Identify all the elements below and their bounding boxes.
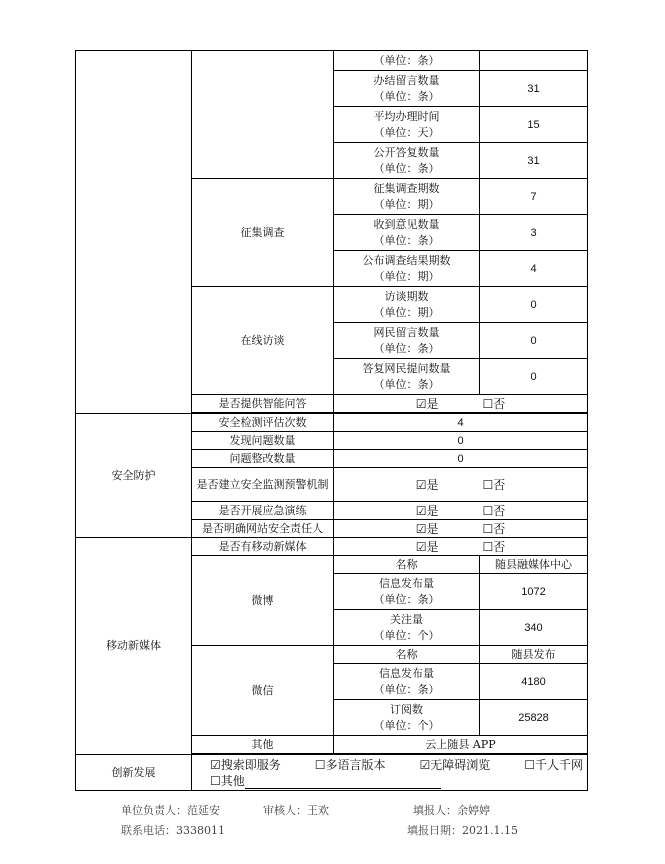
metric-value: 25828 bbox=[480, 700, 588, 736]
question-label: 问题整改数量 bbox=[192, 450, 334, 468]
question-label: 是否提供智能问答 bbox=[192, 395, 334, 413]
name-label: 名称 bbox=[334, 646, 480, 664]
name-value: 随县融媒体中心 bbox=[480, 556, 588, 574]
metric-label: 信息发布量 （单位：条） bbox=[334, 664, 480, 700]
metric-value: 0 bbox=[334, 450, 588, 468]
metric-label: 答复网民提问数量 （单位：条） bbox=[334, 359, 480, 395]
question-label: 是否有移动新媒体 bbox=[192, 538, 334, 556]
yes-checkbox[interactable]: ☑是 bbox=[415, 477, 439, 492]
question-label: 是否明确网站安全责任人 bbox=[192, 520, 334, 538]
filler-text: 填报人：余婷婷 bbox=[413, 804, 490, 817]
question-label: 是否建立安全监测预警机制 bbox=[192, 468, 334, 502]
yes-checkbox[interactable]: ☑是 bbox=[415, 396, 439, 411]
metric-label: 征集调查期数 （单位：期） bbox=[334, 179, 480, 215]
option-other[interactable]: ☐其他 bbox=[210, 773, 245, 788]
section-cell-interact bbox=[76, 51, 192, 414]
question-label: 安全检测评估次数 bbox=[192, 414, 334, 432]
metric-value: 0 bbox=[334, 432, 588, 450]
subsection-title-weixin: 微信 bbox=[192, 646, 334, 736]
question-label: 发现问题数量 bbox=[192, 432, 334, 450]
no-checkbox[interactable]: ☐否 bbox=[482, 396, 506, 411]
metric-label: 网民留言数量 （单位：条） bbox=[334, 323, 480, 359]
yes-checkbox[interactable]: ☑是 bbox=[415, 521, 439, 536]
section-title-security: 安全防护 bbox=[76, 414, 192, 538]
yes-no-choice bbox=[334, 520, 588, 538]
metric-label: 办结留言数量 （单位：条） bbox=[334, 71, 480, 107]
metric-value: 7 bbox=[480, 179, 588, 215]
subsection-title-interview: 在线访谈 bbox=[192, 287, 334, 395]
no-checkbox[interactable]: ☐否 bbox=[482, 503, 506, 518]
metric-label: 收到意见数量 （单位：条） bbox=[334, 215, 480, 251]
metric-value: 1072 bbox=[480, 574, 588, 610]
metric-label: 访谈期数 （单位：期） bbox=[334, 287, 480, 323]
yes-no-choice bbox=[334, 468, 588, 502]
metric-label: 订阅数 （单位：个） bbox=[334, 700, 480, 736]
reviewer-text: 审核人：王欢 bbox=[263, 804, 329, 817]
phone-text: 联系电话：3338011 bbox=[121, 824, 225, 837]
other-fill-line bbox=[245, 777, 441, 789]
subsection-cell-message bbox=[192, 51, 334, 179]
metric-label: 信息发布量 （单位：条） bbox=[334, 574, 480, 610]
metric-value: 15 bbox=[480, 107, 588, 143]
innovation-options bbox=[192, 755, 588, 791]
metric-label: 平均办理时间 （单位：天） bbox=[334, 107, 480, 143]
metric-label: （单位：条） bbox=[334, 51, 480, 71]
metric-value: 4 bbox=[480, 251, 588, 287]
report-table bbox=[75, 50, 588, 791]
no-checkbox[interactable]: ☐否 bbox=[482, 521, 506, 536]
metric-value: 4 bbox=[334, 414, 588, 432]
metric-value: 3 bbox=[480, 215, 588, 251]
metric-value bbox=[480, 51, 588, 71]
yes-checkbox[interactable]: ☑是 bbox=[415, 539, 439, 554]
option-personalized[interactable]: ☐千人千网 bbox=[524, 757, 584, 772]
metric-label: 关注量 （单位：个） bbox=[334, 610, 480, 646]
yes-no-choice bbox=[334, 395, 588, 413]
metric-value: 0 bbox=[480, 323, 588, 359]
yes-checkbox[interactable]: ☑是 bbox=[415, 503, 439, 518]
metric-value: 340 bbox=[480, 610, 588, 646]
metric-label: 公开答复数量 （单位：条） bbox=[334, 143, 480, 179]
date-text: 填报日期：2021.1.15 bbox=[407, 824, 518, 837]
option-accessibility[interactable]: ☑无障碍浏览 bbox=[419, 757, 491, 772]
metric-value: 31 bbox=[480, 143, 588, 179]
subsection-title-weibo: 微博 bbox=[192, 556, 334, 646]
name-value: 随县发布 bbox=[480, 646, 588, 664]
option-search-service[interactable]: ☑搜索即服务 bbox=[210, 757, 281, 772]
metric-value: 0 bbox=[480, 359, 588, 395]
section-title-innovation: 创新发展 bbox=[76, 755, 192, 791]
other-value: 云上随县 APP bbox=[334, 736, 588, 754]
leader-text: 单位负责人：范延安 bbox=[121, 804, 220, 817]
metric-value: 0 bbox=[480, 287, 588, 323]
metric-value: 4180 bbox=[480, 664, 588, 700]
question-label: 其他 bbox=[192, 736, 334, 754]
footer bbox=[121, 802, 581, 838]
question-label: 是否开展应急演练 bbox=[192, 502, 334, 520]
no-checkbox[interactable]: ☐否 bbox=[482, 477, 506, 492]
no-checkbox[interactable]: ☐否 bbox=[482, 539, 506, 554]
option-multilingual[interactable]: ☐多语言版本 bbox=[314, 757, 386, 772]
subsection-title-survey: 征集调查 bbox=[192, 179, 334, 287]
yes-no-choice bbox=[334, 538, 588, 556]
yes-no-choice bbox=[334, 502, 588, 520]
section-title-mobile: 移动新媒体 bbox=[76, 538, 192, 755]
name-label: 名称 bbox=[334, 556, 480, 574]
metric-value: 31 bbox=[480, 71, 588, 107]
metric-label: 公布调查结果期数 （单位：期） bbox=[334, 251, 480, 287]
